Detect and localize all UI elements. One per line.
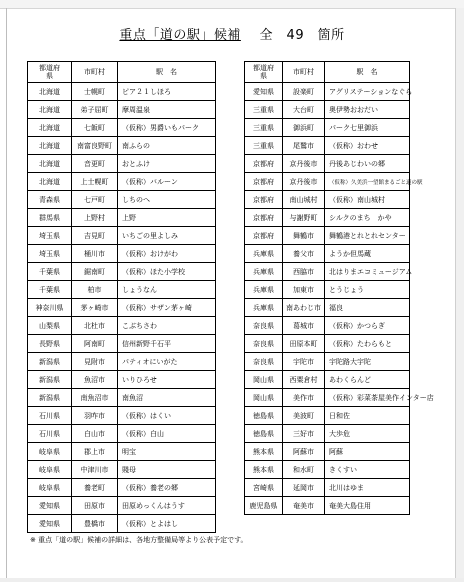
table-row	[28, 137, 216, 155]
cell-station-name: アグリステーションなぐら	[325, 83, 410, 101]
table-row	[28, 191, 216, 209]
cell-prefecture: 熊本県	[245, 461, 283, 479]
table-row	[245, 83, 410, 101]
cell-station-name: 阿蘇	[325, 443, 410, 461]
table-row	[28, 155, 216, 173]
cell-prefecture: 北海道	[28, 137, 72, 155]
table-row	[28, 101, 216, 119]
table-row	[28, 389, 216, 407]
table-row	[245, 227, 410, 245]
title-total: 全 49 箇所	[259, 28, 345, 43]
cell-station-name: 南ふらの	[118, 137, 216, 155]
cell-municipality: 田原本町	[283, 335, 325, 353]
cell-prefecture: 三重県	[245, 137, 283, 155]
cell-station-name: 賤母	[118, 461, 216, 479]
cell-prefecture: 徳島県	[245, 425, 283, 443]
cell-municipality: 美波町	[283, 407, 325, 425]
cell-station-name: （仮称）かつらぎ	[325, 317, 410, 335]
cell-prefecture: 新潟県	[28, 353, 72, 371]
cell-station-name: （仮称）男爵いもパーク	[118, 119, 216, 137]
cell-municipality: 養父市	[283, 245, 325, 263]
table-row	[28, 299, 216, 317]
cell-prefecture: 京都府	[245, 173, 283, 191]
table-row	[28, 479, 216, 497]
cell-station-name: （仮称）たわらもと	[325, 335, 410, 353]
cell-station-name: （仮称）久美浜一望館まるごと道の駅	[325, 173, 410, 191]
cell-prefecture: 石川県	[28, 407, 72, 425]
footnote: ※ 重点「道の駅」候補の詳細は、各地方整備局等より公表予定です。	[30, 536, 248, 544]
table-row	[245, 425, 410, 443]
cell-prefecture: 新潟県	[28, 371, 72, 389]
cell-municipality: 豊橋市	[72, 515, 118, 533]
table-row	[245, 173, 410, 191]
cell-municipality: 西脇市	[283, 263, 325, 281]
page-frame-left	[6, 8, 7, 582]
page-title	[0, 24, 464, 43]
cell-station-name: （仮称）とよはし	[118, 515, 216, 533]
cell-prefecture: 岐阜県	[28, 479, 72, 497]
cell-municipality: 中津川市	[72, 461, 118, 479]
cell-station-name: 日和佐	[325, 407, 410, 425]
cell-station-name: ようか但馬蔵	[325, 245, 410, 263]
cell-prefecture: 京都府	[245, 209, 283, 227]
cell-prefecture: 愛知県	[245, 83, 283, 101]
cell-municipality: 鋸南町	[72, 263, 118, 281]
cell-prefecture: 鹿児島県	[245, 497, 283, 515]
cell-prefecture: 埼玉県	[28, 227, 72, 245]
cell-station-name: いりひろせ	[118, 371, 216, 389]
cell-prefecture: 三重県	[245, 119, 283, 137]
cell-station-name: おとふけ	[118, 155, 216, 173]
cell-municipality: 柏市	[72, 281, 118, 299]
table-row	[28, 263, 216, 281]
cell-station-name: （仮称）おけがわ	[118, 245, 216, 263]
cell-station-name: ピア２１しほろ	[118, 83, 216, 101]
cell-station-name: いちごの里よしみ	[118, 227, 216, 245]
table-row	[28, 317, 216, 335]
col-header-prefecture: 都道府県	[245, 62, 283, 83]
cell-prefecture: 埼玉県	[28, 245, 72, 263]
cell-prefecture: 青森県	[28, 191, 72, 209]
table-row	[245, 299, 410, 317]
table-header-row	[28, 62, 216, 83]
cell-prefecture: 愛知県	[28, 497, 72, 515]
cell-prefecture: 兵庫県	[245, 299, 283, 317]
cell-municipality: 京丹後市	[283, 155, 325, 173]
table-row	[245, 353, 410, 371]
browser-top-strip	[0, 0, 464, 9]
cell-municipality: 奄美市	[283, 497, 325, 515]
page-bottom-strip	[0, 578, 464, 582]
cell-municipality: 桶川市	[72, 245, 118, 263]
cell-station-name: 南魚沼	[118, 389, 216, 407]
table-row	[28, 83, 216, 101]
cell-municipality: 阿南町	[72, 335, 118, 353]
cell-prefecture: 岐阜県	[28, 461, 72, 479]
cell-prefecture: 千葉県	[28, 281, 72, 299]
table-row	[28, 371, 216, 389]
cell-prefecture: 北海道	[28, 119, 72, 137]
cell-station-name: きくすい	[325, 461, 410, 479]
cell-station-name: しょうなん	[118, 281, 216, 299]
cell-municipality: 見附市	[72, 353, 118, 371]
table-row	[28, 245, 216, 263]
table-row	[28, 209, 216, 227]
table-row	[245, 209, 410, 227]
cell-station-name: （仮称）バルーン	[118, 173, 216, 191]
cell-station-name: 田原めっくんはうす	[118, 497, 216, 515]
table-row	[28, 443, 216, 461]
cell-station-name: （仮称）養老の郷	[118, 479, 216, 497]
cell-station-name: こぶちさわ	[118, 317, 216, 335]
table-row	[245, 155, 410, 173]
cell-prefecture: 熊本県	[245, 443, 283, 461]
cell-municipality: 白山市	[72, 425, 118, 443]
cell-municipality: 舞鶴市	[283, 227, 325, 245]
table-row	[245, 497, 410, 515]
cell-station-name: （仮称）南山城村	[325, 191, 410, 209]
table-row	[245, 335, 410, 353]
cell-station-name: あわくらんど	[325, 371, 410, 389]
cell-station-name: 上野	[118, 209, 216, 227]
cell-station-name: 奥伊勢おおだい	[325, 101, 410, 119]
cell-prefecture: 京都府	[245, 191, 283, 209]
cell-prefecture: 奈良県	[245, 353, 283, 371]
table-row	[245, 101, 410, 119]
cell-station-name: （仮称）サザン茅ヶ崎	[118, 299, 216, 317]
cell-municipality: 七戸町	[72, 191, 118, 209]
table-row	[28, 227, 216, 245]
table-row	[245, 137, 410, 155]
table-row	[28, 353, 216, 371]
cell-station-name: しちのへ	[118, 191, 216, 209]
cell-prefecture: 山梨県	[28, 317, 72, 335]
cell-municipality: 宇陀市	[283, 353, 325, 371]
table-row	[28, 425, 216, 443]
cell-municipality: 延岡市	[283, 479, 325, 497]
cell-prefecture: 兵庫県	[245, 281, 283, 299]
cell-municipality: 吉見町	[72, 227, 118, 245]
cell-municipality: 弟子屈町	[72, 101, 118, 119]
cell-prefecture: 三重県	[245, 101, 283, 119]
table-row	[245, 119, 410, 137]
cell-municipality: 設楽町	[283, 83, 325, 101]
cell-prefecture: 新潟県	[28, 389, 72, 407]
cell-municipality: 南山城村	[283, 191, 325, 209]
cell-station-name: 北はりまエコミュージアム	[325, 263, 410, 281]
cell-station-name: （仮称）おわせ	[325, 137, 410, 155]
cell-municipality: 七飯町	[72, 119, 118, 137]
cell-municipality: 音更町	[72, 155, 118, 173]
cell-municipality: 三好市	[283, 425, 325, 443]
cell-municipality: 南あわじ市	[283, 299, 325, 317]
table-row	[245, 371, 410, 389]
cell-prefecture: 千葉県	[28, 263, 72, 281]
cell-prefecture: 徳島県	[245, 407, 283, 425]
cell-municipality: 上野村	[72, 209, 118, 227]
col-header-station: 駅 名	[325, 62, 410, 83]
cell-prefecture: 奈良県	[245, 317, 283, 335]
cell-prefecture: 京都府	[245, 155, 283, 173]
table-row	[28, 497, 216, 515]
cell-municipality: 京丹後市	[283, 173, 325, 191]
cell-station-name: 摩周温泉	[118, 101, 216, 119]
cell-municipality: 上士幌町	[72, 173, 118, 191]
table-row	[28, 407, 216, 425]
candidate-table-right	[244, 61, 434, 515]
table-row	[28, 173, 216, 191]
table-row	[245, 461, 410, 479]
table-row	[28, 335, 216, 353]
cell-prefecture: 神奈川県	[28, 299, 72, 317]
table-row	[245, 245, 410, 263]
cell-station-name: 丹後あじわいの郷	[325, 155, 410, 173]
cell-prefecture: 北海道	[28, 155, 72, 173]
table-header-row	[245, 62, 410, 83]
cell-municipality: 和水町	[283, 461, 325, 479]
cell-municipality: 養老町	[72, 479, 118, 497]
cell-municipality: 加東市	[283, 281, 325, 299]
cell-municipality: 士幌町	[72, 83, 118, 101]
cell-station-name: 大歩危	[325, 425, 410, 443]
cell-municipality: 美作市	[283, 389, 325, 407]
cell-municipality: 北杜市	[72, 317, 118, 335]
cell-municipality: 尾鷲市	[283, 137, 325, 155]
cell-prefecture: 兵庫県	[245, 263, 283, 281]
cell-municipality: 茅ヶ崎市	[72, 299, 118, 317]
cell-municipality: 郡上市	[72, 443, 118, 461]
cell-station-name: 信州新野千石平	[118, 335, 216, 353]
cell-prefecture: 奈良県	[245, 335, 283, 353]
table-row	[28, 461, 216, 479]
col-header-municipality: 市町村	[283, 62, 325, 83]
table-row	[28, 281, 216, 299]
cell-municipality: 羽咋市	[72, 407, 118, 425]
cell-prefecture: 岡山県	[245, 389, 283, 407]
cell-station-name: 宇陀路大宇陀	[325, 353, 410, 371]
cell-prefecture: 岐阜県	[28, 443, 72, 461]
table-row	[245, 407, 410, 425]
cell-station-name: とうじょう	[325, 281, 410, 299]
cell-prefecture: 岡山県	[245, 371, 283, 389]
table-row	[245, 389, 410, 407]
cell-prefecture: 群馬県	[28, 209, 72, 227]
cell-municipality: 田原市	[72, 497, 118, 515]
cell-municipality: 西粟倉村	[283, 371, 325, 389]
cell-prefecture: 長野県	[28, 335, 72, 353]
title-main: 重点「道の駅」候補	[119, 28, 241, 43]
cell-municipality: 与謝野町	[283, 209, 325, 227]
cell-station-name: 北川はゆま	[325, 479, 410, 497]
cell-station-name: 奄美大島住用	[325, 497, 410, 515]
table-row	[245, 443, 410, 461]
cell-station-name: パティオにいがた	[118, 353, 216, 371]
cell-station-name: 舞鶴港とれとれセンター	[325, 227, 410, 245]
table-row	[28, 515, 216, 533]
col-header-station: 駅 名	[118, 62, 216, 83]
cell-prefecture: 北海道	[28, 101, 72, 119]
cell-municipality: 御浜町	[283, 119, 325, 137]
cell-station-name: （仮称）はくい	[118, 407, 216, 425]
cell-prefecture: 京都府	[245, 227, 283, 245]
cell-prefecture: 石川県	[28, 425, 72, 443]
cell-municipality: 葛城市	[283, 317, 325, 335]
cell-municipality: 阿蘇市	[283, 443, 325, 461]
table-row	[245, 281, 410, 299]
candidate-table-left	[27, 61, 216, 533]
cell-municipality: 南魚沼市	[72, 389, 118, 407]
cell-municipality: 南富良野町	[72, 137, 118, 155]
scrollbar-track[interactable]	[455, 8, 464, 582]
cell-station-name: 明宝	[118, 443, 216, 461]
table-row	[245, 263, 410, 281]
cell-municipality: 大台町	[283, 101, 325, 119]
cell-prefecture: 宮崎県	[245, 479, 283, 497]
cell-station-name: 福良	[325, 299, 410, 317]
table-row	[245, 479, 410, 497]
cell-station-name: パーク七里御浜	[325, 119, 410, 137]
cell-station-name: （仮称）ほた小学校	[118, 263, 216, 281]
cell-station-name: （仮称）白山	[118, 425, 216, 443]
cell-prefecture: 北海道	[28, 173, 72, 191]
cell-prefecture: 愛知県	[28, 515, 72, 533]
col-header-prefecture: 都道府県	[28, 62, 72, 83]
cell-prefecture: 北海道	[28, 83, 72, 101]
table-row	[28, 119, 216, 137]
cell-municipality: 魚沼市	[72, 371, 118, 389]
cell-station-name: （仮称）彩菜茶屋美作インター店	[325, 389, 410, 407]
table-row	[245, 191, 410, 209]
col-header-municipality: 市町村	[72, 62, 118, 83]
table-row	[245, 317, 410, 335]
cell-station-name: シルクのまち かや	[325, 209, 410, 227]
cell-prefecture: 兵庫県	[245, 245, 283, 263]
